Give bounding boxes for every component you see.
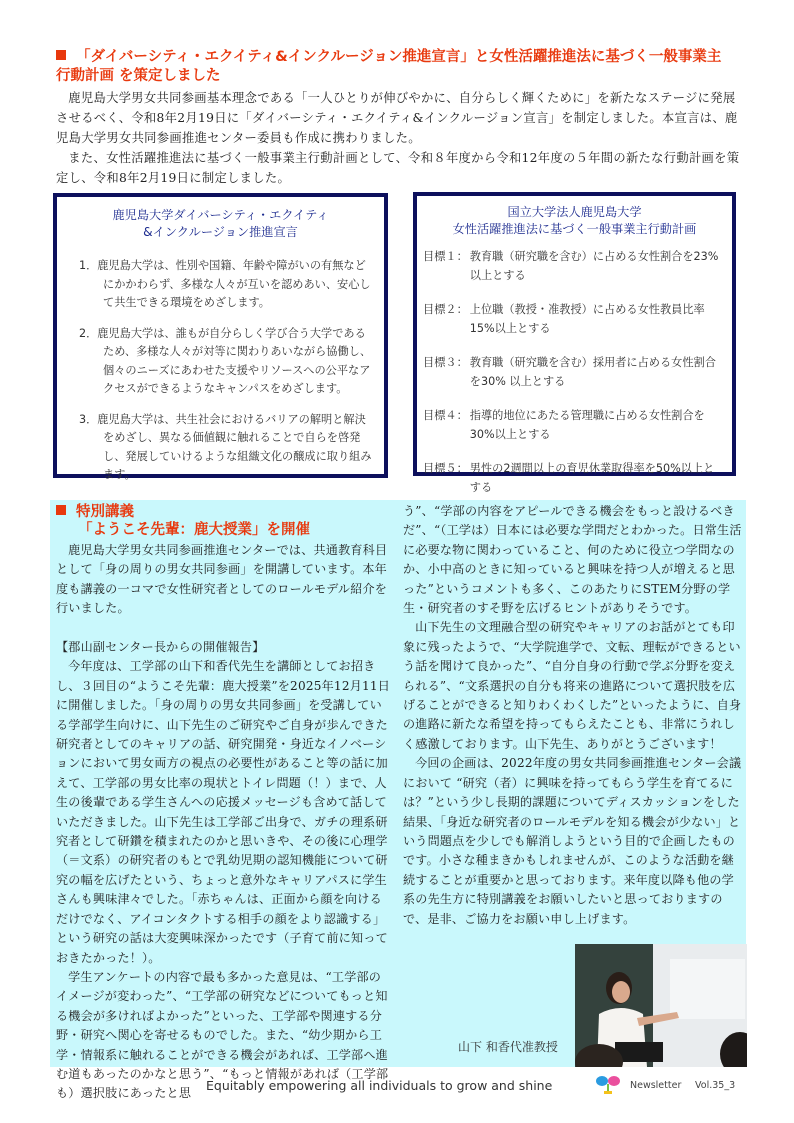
goal-text: 男性の2週間以上の育児休業取得率を50%以上とする: [469, 462, 715, 494]
intro-paragraph: また、女性活躍推進法に基づく一般事業主行動計画として、令和８年度から令和12年度の５年間の新たな行動計画を策定し、令和8年2月19日に制定しました。: [56, 151, 740, 185]
goal-label: 目標２：: [423, 303, 468, 316]
newsletter-volume: Vol.35_3: [695, 1080, 736, 1091]
section2-heading-line1: 特別講義: [76, 504, 134, 520]
declaration-box: [53, 193, 388, 481]
declaration-item: 3．鹿児島大学は、共生社会におけるバリアの解明と解決をめざし、異なる価値観に触れることで自らを啓発し、発展していけるような組織文化の醸成に取り組みます。: [79, 412, 372, 481]
body-paragraph: 山下先生の文理融合型の研究やキャリアのお話がとても印象に残ったようで、“大学院進学で、文転、理転ができるという話を聞けて良かった”、“自分自身の行動で学ぶ分野を変えられる”、“文系選択の自分も将来の進路について選択肢を広げることができると知りわくわくした”といったように、自身の進路に新たな希望を持ってもらえたことも、非常にうれしく感激しております。山下先生、ありがとうございます！: [403, 620, 742, 751]
footer-tagline: Equitably empowering all individuals to grow and shine: [206, 1078, 553, 1093]
action-plan-title: [417, 204, 732, 238]
declaration-item: 2．鹿児島大学は、誰もが自分らしく学び合う大学であるため、多様な人々が対等に関わりあいながら協働し、個々のニーズにあわせた支援やリソースへの公平なアクセスができるようなキャンパスをめざします。: [79, 326, 372, 395]
goal-item: [423, 354, 724, 391]
section2-heading-line2: 「ようこそ先輩：鹿大授業」を開催: [78, 522, 310, 538]
action-plan-box: [413, 192, 736, 494]
section1-heading-line2: 行動計画 を策定しました: [56, 68, 221, 84]
goal-label: 目標３：: [423, 356, 468, 369]
goal-item: [423, 460, 724, 497]
action-plan-title-line2: 女性活躍推進法に基づく一般事業主行動計画: [452, 222, 697, 236]
goal-text: 指導的地位にあたる管理職に占める女性割合を30%以上とする: [469, 409, 705, 441]
section1-heading-line1: 「ダイバーシティ・エクイティ&インクルージョン推進宣言」と女性活躍推進法に基づく一般事業主: [76, 49, 722, 65]
section2-right-column: [403, 502, 743, 929]
report-subheading: 【郡山副センター長からの開催報告】: [56, 640, 265, 655]
body-paragraph: 鹿児島大学男女共同参画推進センターでは、共通教育科目として「身の周りの男女共同参画」を開講しています。本年度も講義の一コマで女性研究者としてのロールモデル紹介を行いました。: [56, 543, 388, 616]
goal-item: [423, 248, 724, 285]
declaration-title: [57, 207, 384, 241]
action-plan-title-line1: 国立大学法人鹿児島大学: [507, 205, 642, 219]
newsletter-label: Newsletter: [630, 1080, 682, 1091]
declaration-title-line2: &インクルージョン推進宣言: [143, 225, 298, 239]
section1-intro: [56, 88, 746, 188]
bullet-square-icon: [56, 505, 66, 515]
body-paragraph: う”、“学部の内容をアピールできる機会をもっと設けるべきだ”、“（工学は）日本には必要な学問だとわかった。日常生活に必要な物に関わっていること、何のために役立つ学問なのか、小中高のときに知っていると興味を持つ人が増えると思った”というコメントも多く、このあたりにSTEM分野の学生・研究者のすそ野を広げるヒントがありそうです。: [403, 504, 742, 616]
goal-text: 教育職（研究職を含む）に占める女性割合を23% 以上とする: [469, 250, 719, 282]
goal-text: 教育職（研究職を含む）採用者に占める女性割合を30% 以上とする: [469, 356, 716, 388]
lecturer-photo: [575, 944, 747, 1067]
goal-label: 目標５：: [423, 462, 468, 475]
goal-text: 上位職（教授・准教授）に占める女性教員比率15%以上とする: [469, 303, 705, 335]
section2-heading: [56, 503, 310, 539]
section2-left-column: [56, 541, 392, 1104]
body-paragraph: 今回の企画は、2022年度の男女共同参画推進センター会議において “研究（者）に興味を持ってもらう学生を育てるには？”という少し長期的課題についてディスカッションをした結果、「身近な研究者のロールモデルを知る機会が少ない」という問題点を少しでも解消しようという目的で企画したものです。小さな種まきかもしれませんが、このような活動を継続することが重要かと思っております。来年度以降も他の学系の先生方に特別講義をお願いしたいと思っておりますので、是非、ご協力をお願い申し上げます。: [403, 756, 742, 926]
declaration-item: 1．鹿児島大学は、性別や国籍、年齢や障がいの有無などにかかわらず、多様な人々が互いを認めあい、安心して共生できる環境をめざします。: [79, 259, 371, 309]
goal-item: [423, 301, 724, 338]
sprout-logo-icon: [595, 1074, 621, 1094]
goal-item: [423, 407, 724, 444]
declaration-title-line1: 鹿児島大学ダイバーシティ・エクイティ: [112, 208, 329, 222]
photo-caption: 山下 和香代准教授: [458, 1040, 558, 1054]
body-paragraph: 学生アンケートの内容で最も多かった意見は、“工学部のイメージが変わった”、“工学部の研究などについてもっと知る機会が多ければよかった”といった、工学部や関連する分野・研究へ関心を寄せるものでした。また、“幼少期から工学・情報系に触れることができる機会があれば、工学部へ進む道もあったのかなと思う”、“もっと情報があれば（工学部も）選択肢にあったと思: [56, 969, 389, 1101]
bullet-square-icon: [56, 50, 66, 60]
section1-heading: [56, 48, 756, 86]
goal-label: 目標４：: [423, 409, 468, 422]
intro-paragraph: 鹿児島大学男女共同参画基本理念である「一人ひとりが伸びやかに、自分らしく輝くために」を新たなステージに発展させるべく、令和8年2月19日に「ダイバーシティ・エクイティ&インクルージョン宣言」を制定しました。本宣言は、鹿児島大学男女共同参画推進センター委員も作成に携わりました。: [56, 91, 738, 145]
lecture-scene-image: [575, 944, 747, 1067]
body-paragraph: 今年度は、工学部の山下和香代先生を講師としてお招きし、３回目の“ようこそ先輩：鹿大授業”を2025年12月11日に開催しました。「身の周りの男女共同参画」を受講している学部学生向けに、山下先生のご研究やご自身が歩んできた研究者としてのキャリアの話、研究開発・身近なイノベーションにおいて男女両方の視点の必要性があること等の話に加えて、工学部の男女比率の現状とトイレ問題（！）まで、人生の後輩である学生さんへの応援メッセージも含めて話していただきました。山下先生は工学部ご出身で、ガチの理系研究者として研鑽を積まれたのかと思いきや、その後に心理学（＝文系）の研究者のもとで乳幼児期の認知機能について研究の幅を広げたという、ちょっと意外なキャリアパスに学生さんも興味津々でした。「赤ちゃんは、正面から顔を向けるだけでなく、アイコンタクトする相手の顔をより認識する」という研究の話は大変興味深かったです（子育て前に知っておきたかった！）。: [56, 659, 391, 965]
goal-label: 目標１：: [423, 250, 468, 263]
